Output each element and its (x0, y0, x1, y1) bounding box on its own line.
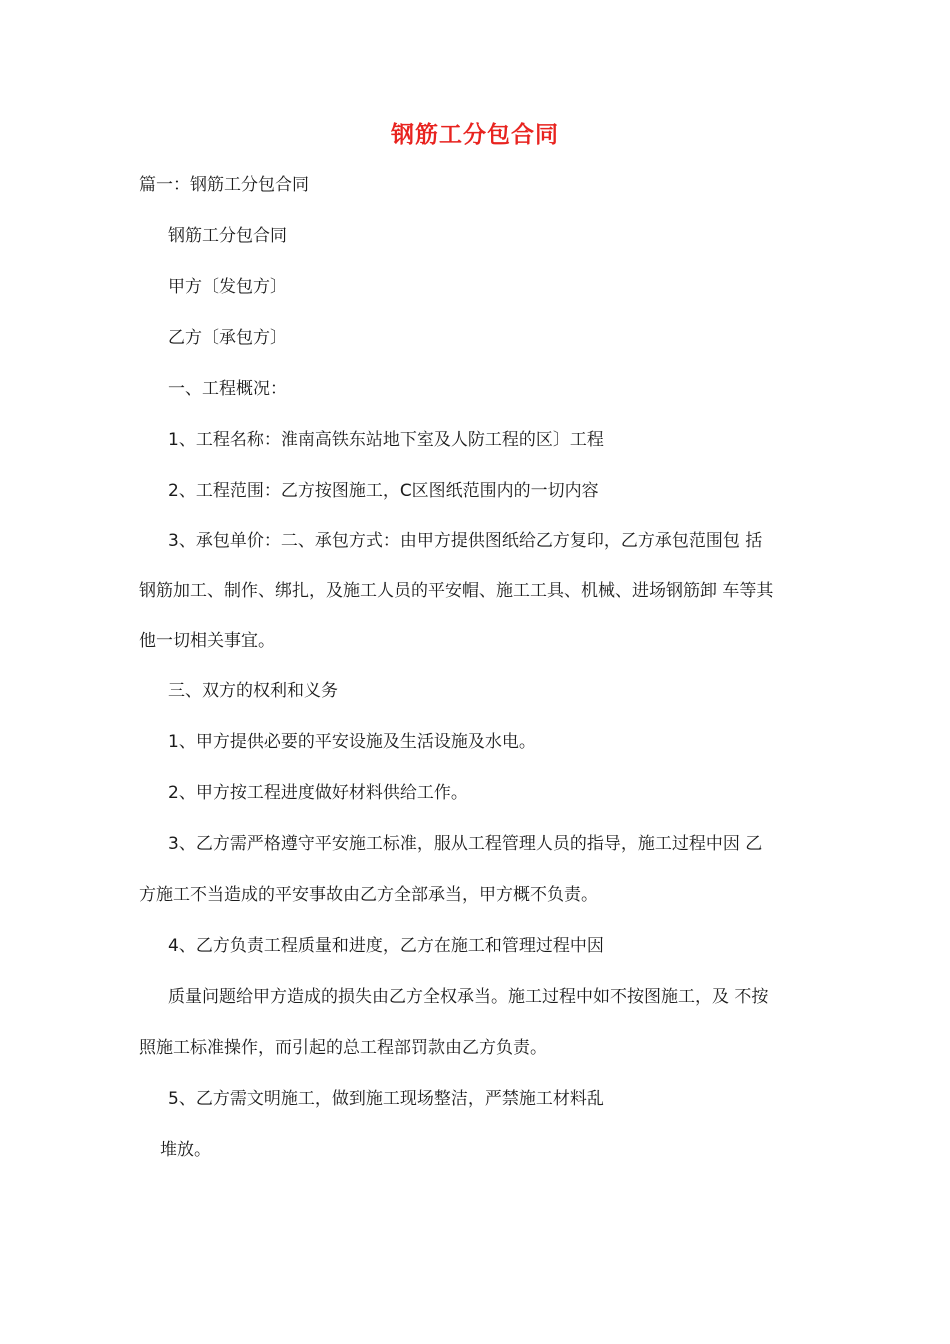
clause-3-4-line3: 照施工标准操作，而引起的总工程部罚款由乙方负责。 (139, 1038, 547, 1058)
clause-3-1: 1、甲方提供必要的平安设施及生活设施及水电。 (168, 732, 536, 752)
part1-heading: 一、工程概况： (168, 379, 287, 399)
clause-1-2: 2、工程范围：乙方按图施工，C区图纸范围内的一切内容 (168, 481, 599, 501)
contract-subtitle: 钢筋工分包合同 (168, 226, 287, 246)
section-heading: 篇一：钢筋工分包合同 (139, 175, 309, 195)
clause-3-5-line2: 堆放。 (160, 1140, 211, 1160)
clause-3-5-line1: 5、乙方需文明施工，做到施工现场整洁，严禁施工材料乱 (168, 1089, 604, 1109)
clause-3-4-line2: 质量问题给甲方造成的损失由乙方全权承当。施工过程中如不按图施工，及 不按 (168, 987, 769, 1007)
clause-3-4-line1: 4、乙方负责工程质量和进度，乙方在施工和管理过程中因 (168, 936, 604, 956)
document-title: 钢筋工分包合同 (391, 121, 559, 148)
party-a-line: 甲方〔发包方〕 (168, 277, 287, 297)
party-b-line: 乙方〔承包方〕 (168, 328, 287, 348)
part3-heading: 三、双方的权利和义务 (168, 681, 338, 701)
clause-1-1: 1、工程名称：淮南高铁东站地下室及人防工程的区〕工程 (168, 430, 604, 450)
clause-3-3-line1: 3、乙方需严格遵守平安施工标准，服从工程管理人员的指导，施工过程中因 乙 (168, 834, 763, 854)
clause-3-2: 2、甲方按工程进度做好材料供给工作。 (168, 783, 468, 803)
clause-1-3-line1: 3、承包单价：二、承包方式：由甲方提供图纸给乙方复印，乙方承包范围包 括 (168, 531, 763, 551)
clause-3-3-line2: 方施工不当造成的平安事故由乙方全部承当，甲方概不负责。 (139, 885, 598, 905)
clause-1-3-line3: 他一切相关事宜。 (139, 631, 275, 651)
clause-1-3-line2: 钢筋加工、制作、绑扎，及施工人员的平安帽、施工工具、机械、进场钢筋卸 车等其 (139, 581, 774, 601)
